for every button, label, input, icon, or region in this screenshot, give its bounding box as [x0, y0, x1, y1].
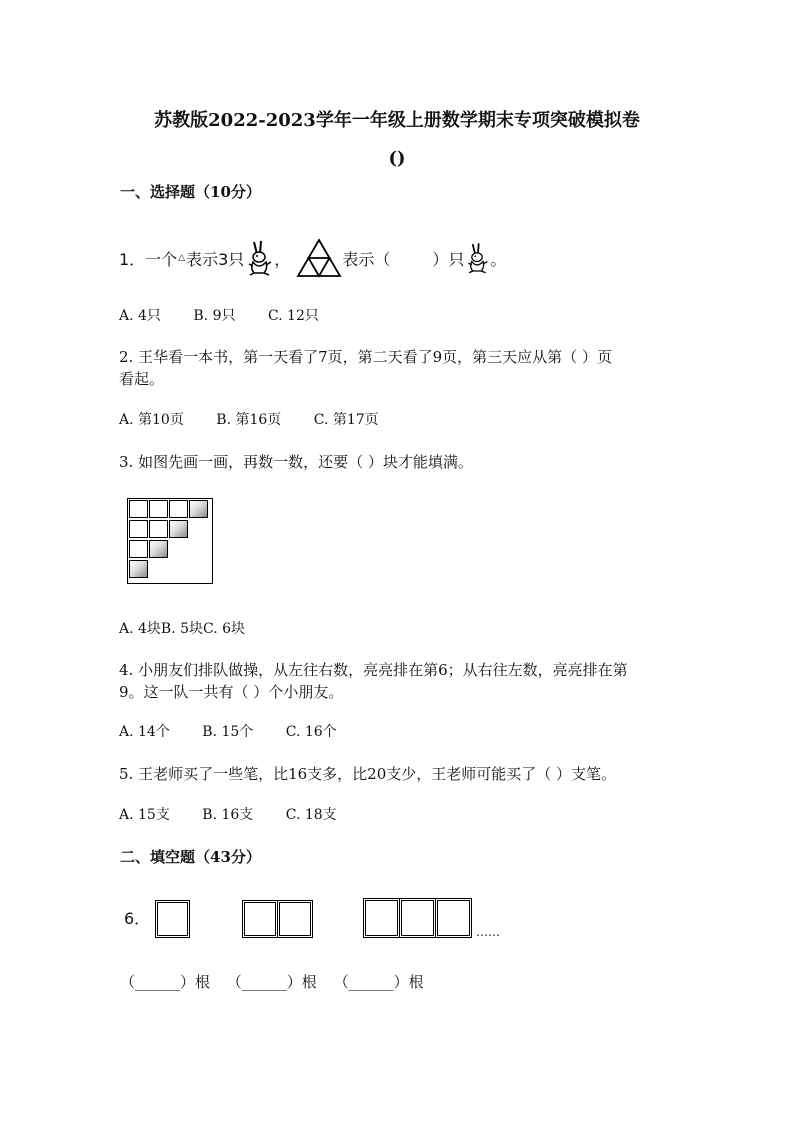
- q3-text: 3. 如图先画一画，再数一数，还要（ ）块才能填满。: [119, 453, 473, 471]
- q6-number: 6．: [124, 909, 151, 928]
- q1-text-part1: 表示3只: [186, 249, 245, 269]
- q4-options: [119, 721, 365, 741]
- q5-option-c[interactable]: C. 18支: [285, 807, 337, 823]
- matchstick-square-2b: [277, 900, 313, 938]
- q6-ellipsis: ……: [476, 925, 500, 939]
- q1-text-part3: ）只: [432, 249, 465, 269]
- rabbit-icon: [244, 240, 274, 276]
- q5-text: 5. 王老师买了一些笔，比16支多，比20支少，王老师可能买了（ ）支笔。: [119, 765, 617, 783]
- grid-cell: [149, 500, 168, 518]
- matchstick-square-2a: [242, 900, 278, 938]
- q4-option-c[interactable]: C. 16个: [285, 724, 337, 740]
- staircase-grid-figure: [127, 498, 213, 584]
- page-title: 苏教版2022-2023学年一年级上册数学期末专项突破模拟卷: [154, 110, 640, 131]
- q5-option-b[interactable]: B. 16支: [202, 807, 254, 823]
- grid-cell: [129, 520, 148, 538]
- q6-answer-3[interactable]: （______）根: [333, 973, 424, 991]
- q1-number: 1．一个: [119, 249, 178, 269]
- grid-cell: [129, 540, 148, 558]
- q2-line1: 2. 王华看一本书，第一天看了7页，第二天看了9页，第三天应从第（ ）页: [119, 348, 612, 366]
- q1-option-a[interactable]: A. 4只: [119, 308, 161, 324]
- matchstick-square-3c: [435, 898, 472, 938]
- section-heading-choice: 一、选择题（10分）: [120, 183, 261, 201]
- question-1: [119, 238, 506, 278]
- q2-line2: 看起。: [119, 370, 165, 388]
- q4-option-b[interactable]: B. 15个: [202, 724, 254, 740]
- matchstick-square-3b: [399, 898, 436, 938]
- grid-cell: [169, 500, 188, 518]
- q2-option-a[interactable]: A. 第10页: [119, 412, 184, 428]
- grid-cell-shaded: [189, 500, 208, 518]
- q2-option-c[interactable]: C. 第17页: [313, 412, 379, 428]
- rabbit-icon: [464, 241, 490, 275]
- grid-cell-shaded: [169, 520, 188, 538]
- q2-option-b[interactable]: B. 第16页: [216, 412, 282, 428]
- q6-answer-2[interactable]: （______）根: [226, 973, 317, 991]
- grid-cell: [129, 500, 148, 518]
- q1-text-part2: 表示（: [342, 249, 391, 269]
- small-triangle-icon: △: [178, 253, 186, 263]
- q4-option-a[interactable]: A. 14个: [119, 724, 170, 740]
- grid-cell: [149, 520, 168, 538]
- q1-options: [119, 305, 347, 325]
- q6-answer-1[interactable]: （______）根: [120, 973, 211, 991]
- q1-option-c[interactable]: C. 12只: [267, 308, 319, 324]
- q1-answer-blank[interactable]: [390, 249, 432, 268]
- triangle-pyramid-icon: [296, 238, 342, 278]
- q1-option-b[interactable]: B. 9只: [193, 308, 236, 324]
- section-heading-fill-blank: 二、填空题（43分）: [120, 848, 261, 866]
- q1-period: 。: [490, 249, 507, 269]
- q5-options: [119, 804, 365, 824]
- q6-answer-row: [120, 971, 424, 992]
- matchstick-square-1: [155, 900, 190, 938]
- q4-line1: 4. 小朋友们排队做操，从左往右数，亮亮排在第6；从右往左数，亮亮排在第: [119, 661, 628, 679]
- page-subtitle: (): [388, 148, 406, 169]
- matchstick-square-3a: [363, 898, 400, 938]
- q5-option-a[interactable]: A. 15支: [119, 807, 170, 823]
- grid-cell-shaded: [149, 540, 168, 558]
- q2-options: [119, 409, 407, 429]
- q4-line2: 9。这一队一共有（ ）个小朋友。: [119, 683, 344, 701]
- grid-cell-shaded: [129, 560, 148, 578]
- q3-options[interactable]: A. 4块B. 5块C. 6块: [119, 621, 246, 637]
- q1-comma: ，: [274, 249, 291, 269]
